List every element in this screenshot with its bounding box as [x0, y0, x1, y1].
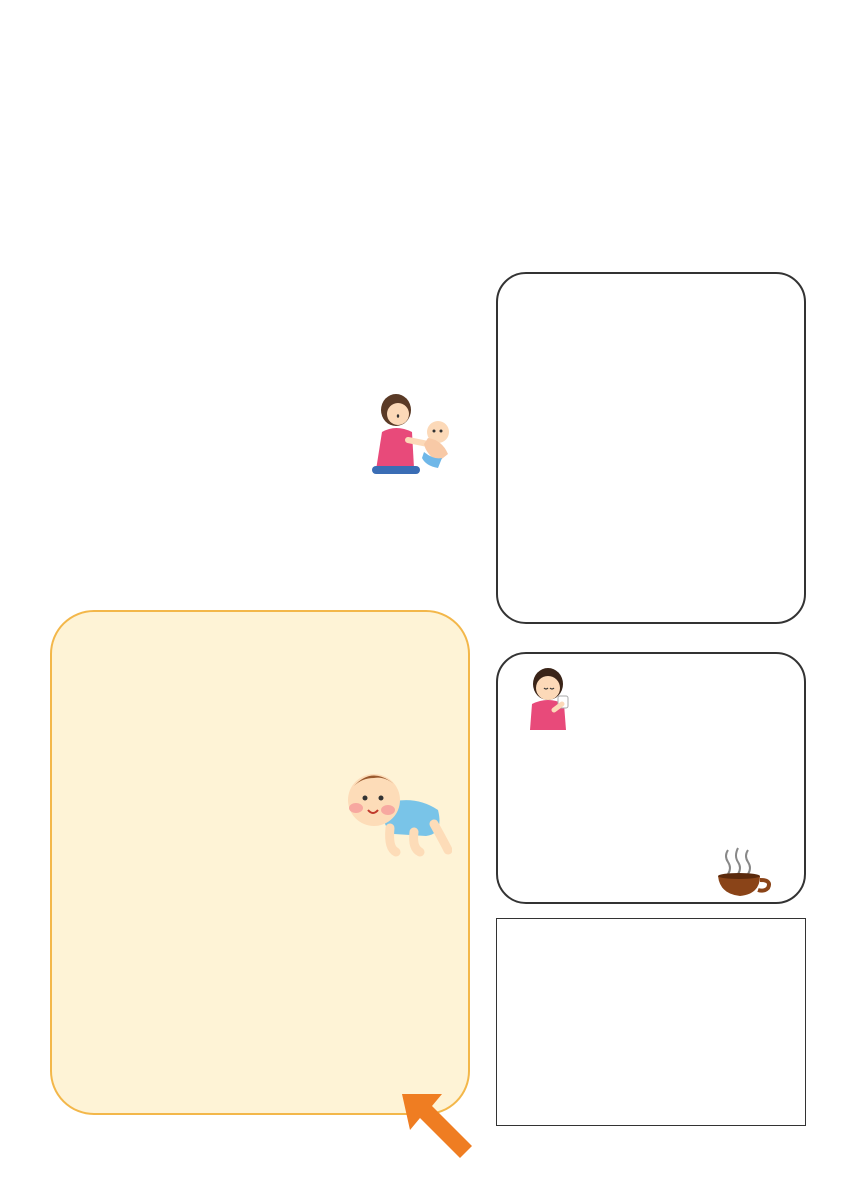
woman-drinking-tea-illustration [524, 664, 580, 730]
picture-book-reading-section [496, 272, 806, 624]
flower-wreath-icon [717, 1031, 781, 1095]
dragonfly-sun-decoration [48, 125, 788, 167]
coffee-cup-icon [714, 846, 778, 898]
fureai-cafe-section [496, 652, 806, 904]
nursery-contact-box [496, 918, 806, 1126]
crawling-race-section [50, 610, 470, 1115]
arrow-icon [398, 1090, 478, 1162]
baby-massage-section [50, 268, 486, 590]
mother-massaging-baby-illustration [368, 388, 460, 478]
crawling-baby-illustration [344, 764, 452, 860]
